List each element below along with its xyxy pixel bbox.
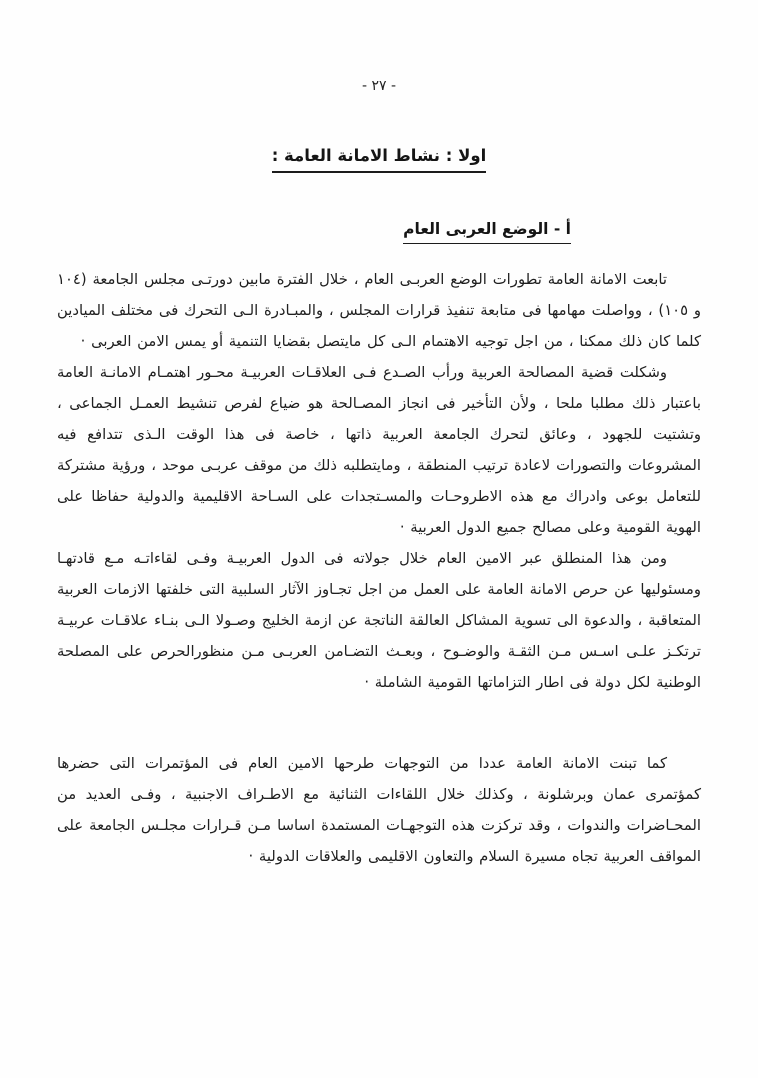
document-title: اولا : نشاط الامانة العامة :: [272, 146, 487, 173]
paragraph: وشكلت قضية المصالحة العربية ورأب الصـدع فـى العلاقـات العربيـة محـور اهتمـام الامانـة العامة باعتبار ذلك مطلبا ملحا ، ولأن التأخير فى انجاز المصـالحة هو ضياع لفرص تنشيط العمـل الجماعى ، وتشتيت للجهود ، وعائق لتحرك الجامعة العربية ذاتها ، خاصة فى هذا الوقت الـذى تتدافع فيه المشروعات والتصورات لاعادة ترتيب المنطقة ، ومايتطلبه ذلك من موقف عربـى موحد ، ورؤية مشتركة للتعامل بوعى وادراك مع هذه الاطروحـات والمسـتجدات على السـاحة الاقليمية والدولية حفاظا على الهوية القومية وعلى مصالح جميع الدول العربية ·: [57, 364, 701, 536]
paragraph: تابعت الامانة العامة تطورات الوضع العربـى العام ، خلال الفترة مابين دورتـى مجلس الجامعة (١٠٤ و ١٠٥) ، وواصلت مهامها فى متابعة تنفيذ قرارات المجلس ، والمبـادرة الـى التحرك فى مختلف الميادين كلما كان ذلك ممكنا ، من اجل توجيه الاهتمام الـى كل مايتصل بقضايا التنمية أو يمس الامن العربى ·: [57, 271, 701, 350]
page-number: - ٢٧ -: [361, 78, 397, 94]
paragraph: كما تبنت الامانة العامة عددا من التوجهات طرحها الامين العام فى المؤتمرات التى حضرها كمؤتمرى عمان وبرشلونة ، وكذلك خلال اللقاءات الثنائية مع الاطـراف الاجنبية ، وفـى العديد من المحـاضرات والندوات ، وقد تركزت هذه التوجهـات المستمدة اساسا مـن قـرارات مجلـس الجامعة على المواقف العربية تجاه مسيرة السلام والتعاون الاقليمى والعلاقات الدولية ·: [57, 755, 701, 865]
document-body: [57, 264, 701, 872]
section-heading-row: [57, 219, 571, 244]
title-row: [57, 146, 701, 173]
paragraph: ومن هذا المنطلق عبر الامين العام خلال جولاته فى الدول العربيـة وفـى لقاءاتـه مـع قادتهـا ومسئوليها عن حرص الامانة العامة على العمل من اجل تجـاوز الآثار السلبية التى خلفتها الازمات العربية المتعاقبة ، والدعوة الى تسوية المشاكل العالقة الناتجة عن ازمة الخليج وصـولا الـى بنـاء علاقـات عربيـة ترتكـز علـى اسـس مـن الثقـة والوضـوح ، وبعـث التضـامن العربـى مـن منظورالحرص على المصلحة الوطنية لكل دولة فى اطار التزاماتها القومية الشاملة ·: [57, 550, 701, 691]
section-heading: أ - الوضع العربى العام: [403, 220, 571, 244]
